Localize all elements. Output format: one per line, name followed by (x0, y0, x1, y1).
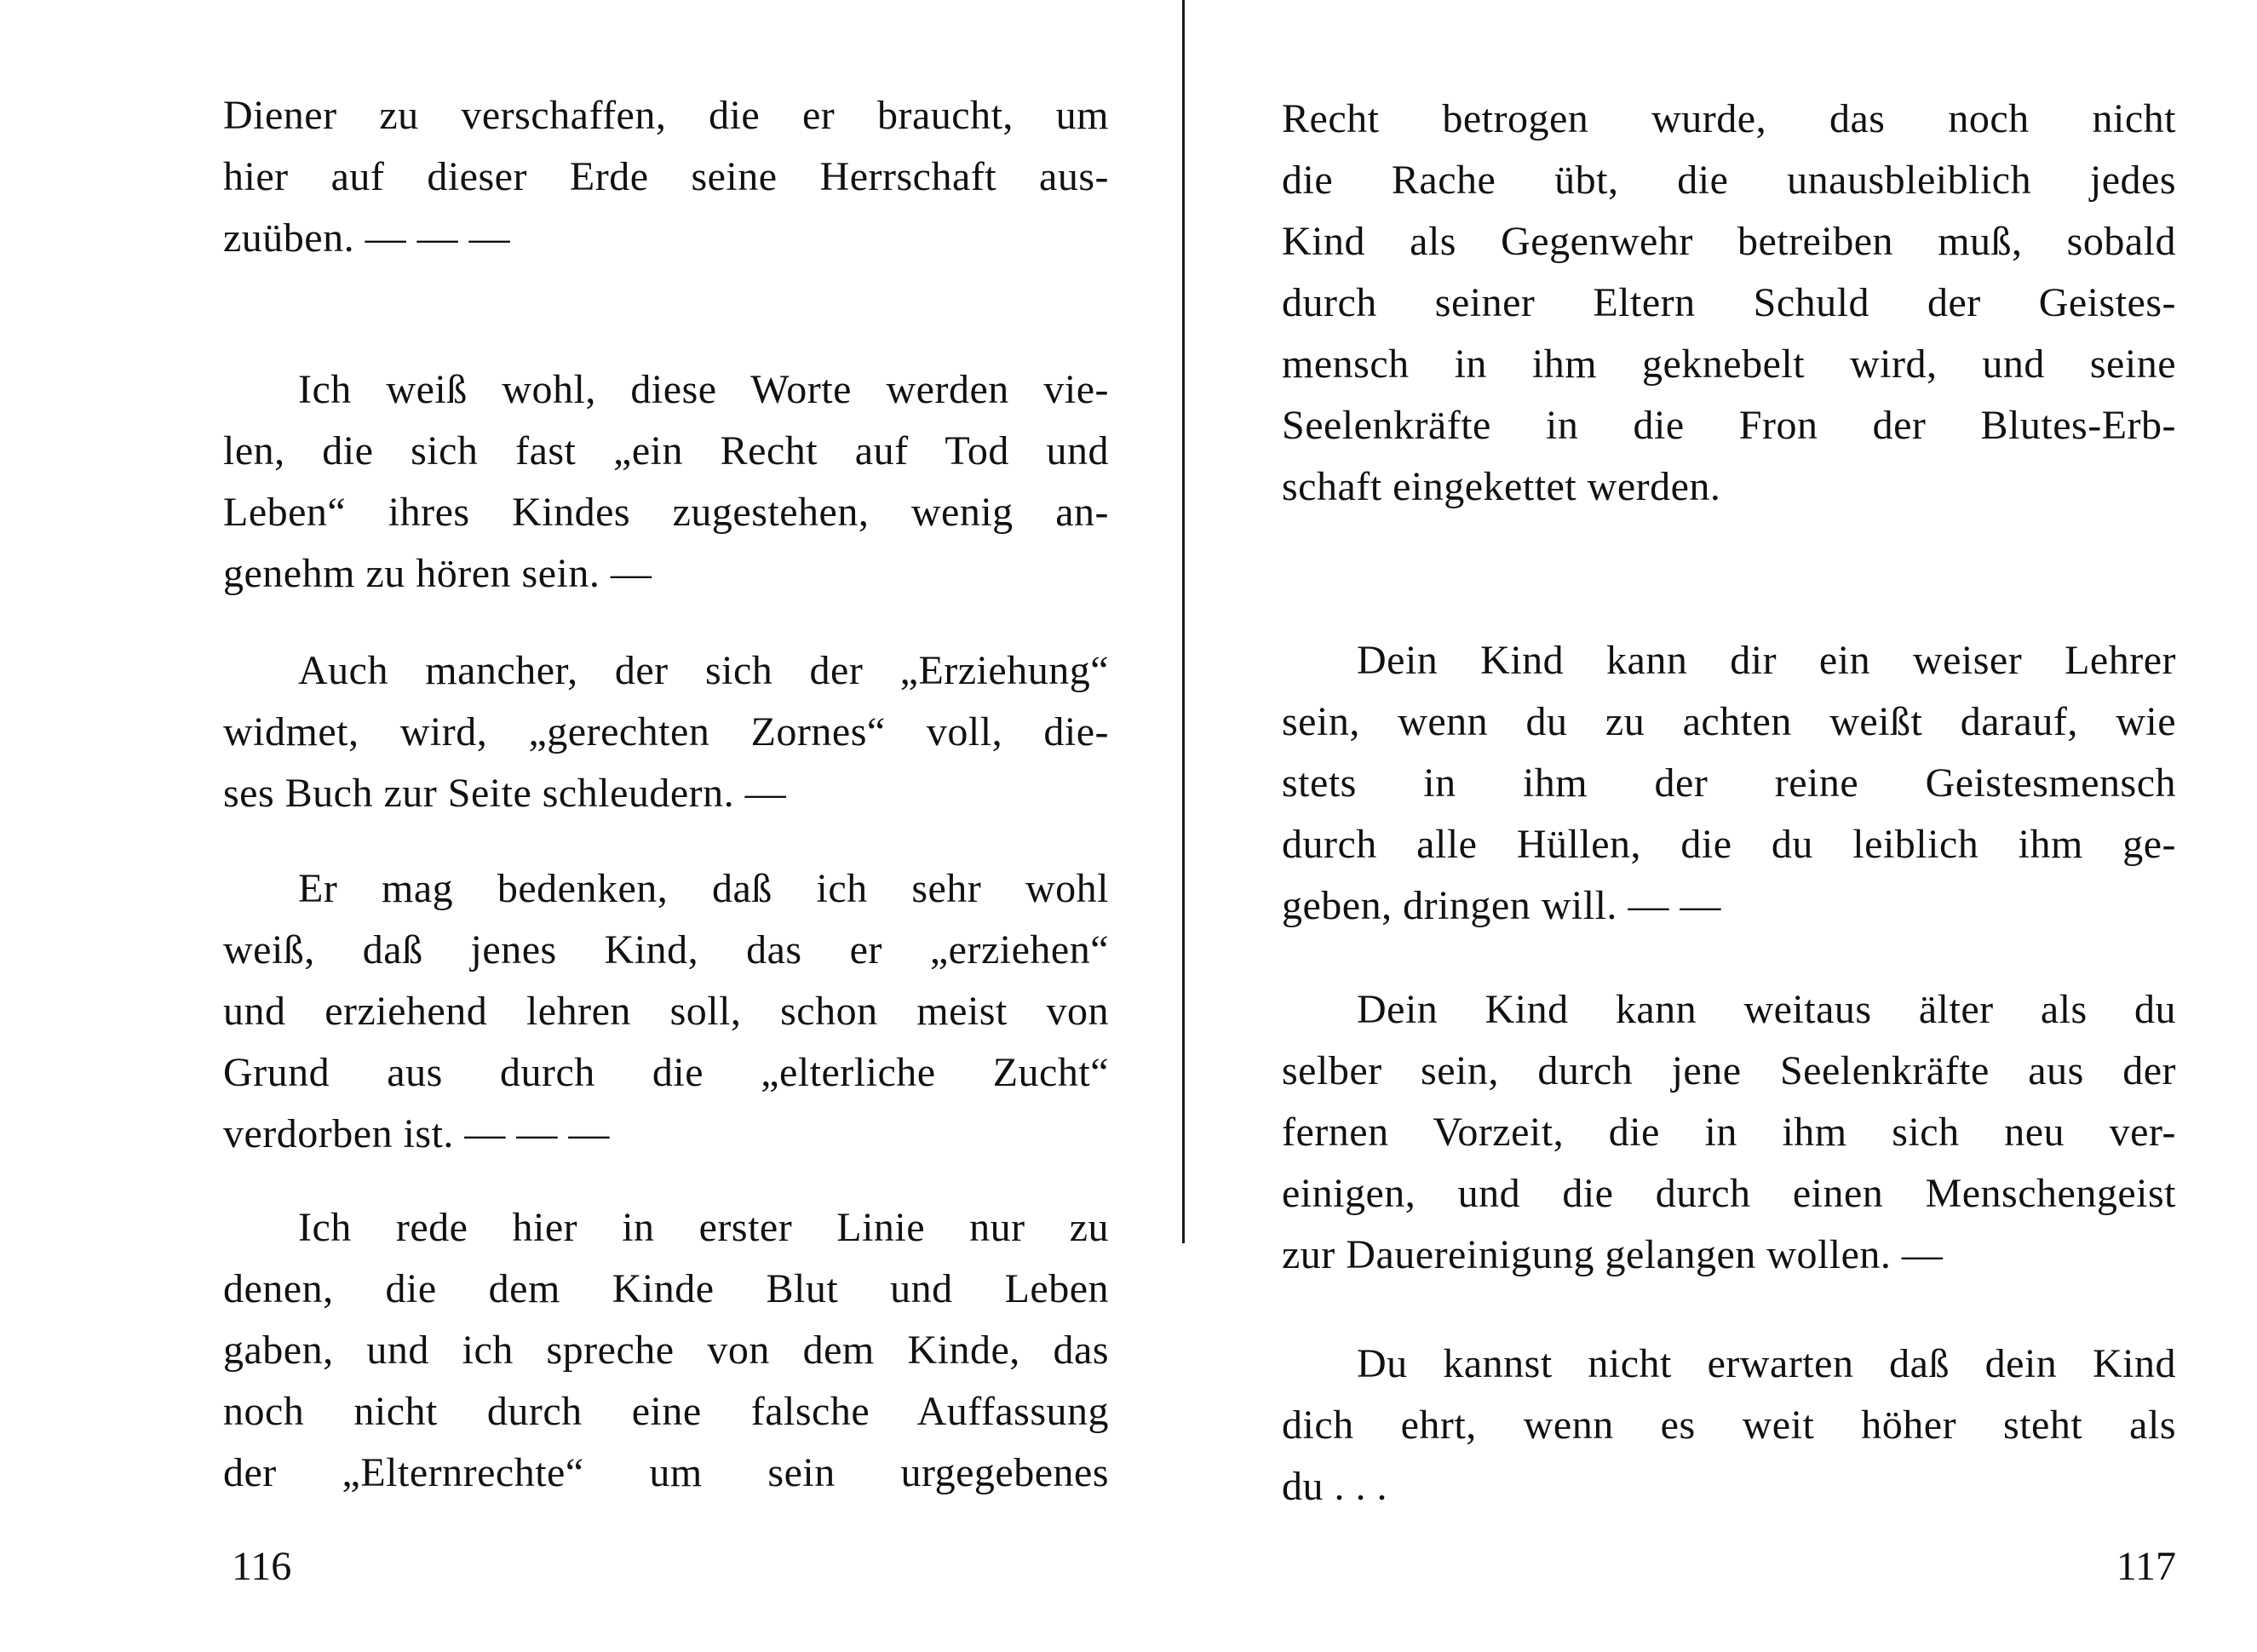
page-number-right: 117 (2116, 1544, 2176, 1589)
right-line-12: geben, dringen will. — — (1282, 883, 1721, 928)
right-line-1: Recht betrogen wurde, das noch nicht (1282, 96, 2176, 141)
page-number-left: 116 (232, 1544, 292, 1589)
left-line-9: widmet, wird, „gerechten Zornes“ voll, die- (223, 709, 1109, 754)
right-line-2: die Rache übt, die unausbleiblich jedes (1282, 158, 2176, 203)
right-line-5: mensch in ihm geknebelt wird, und seine (1282, 341, 2176, 387)
left-line-11: Er mag bedenken, daß ich sehr wohl (298, 866, 1109, 911)
left-line-1: Diener zu verschaffen, die er braucht, um (223, 93, 1109, 138)
left-line-8: Auch mancher, der sich der „Erziehung“ (298, 648, 1109, 693)
right-line-16: einigen, und die durch einen Menschengeist (1282, 1171, 2176, 1216)
left-line-5: len, die sich fast „ein Recht auf Tod und (223, 428, 1109, 473)
left-line-18: gaben, und ich spreche von dem Kinde, das (223, 1328, 1109, 1373)
left-line-17: denen, die dem Kinde Blut und Leben (223, 1266, 1109, 1311)
right-line-11: durch alle Hüllen, die du leiblich ihm ge- (1282, 822, 2176, 867)
right-line-7: schaft eingekettet werden. (1282, 464, 1721, 509)
left-line-15: verdorben ist. — — — (223, 1111, 610, 1156)
left-line-7: genehm zu hören sein. — (223, 551, 652, 596)
right-line-20: du . . . (1282, 1464, 1387, 1509)
right-line-18: Du kannst nicht erwarten daß dein Kind (1357, 1341, 2176, 1386)
right-line-9: sein, wenn du zu achten weißt darauf, wie (1282, 699, 2176, 744)
right-line-14: selber sein, durch jene Seelenkräfte aus der (1282, 1048, 2176, 1093)
right-line-19: dich ehrt, wenn es weit höher steht als (1282, 1402, 2176, 1448)
left-line-6: Leben“ ihres Kindes zugestehen, wenig an- (223, 490, 1109, 535)
right-line-13: Dein Kind kann weitaus älter als du (1357, 987, 2176, 1032)
left-line-12: weiß, daß jenes Kind, das er „erziehen“ (223, 927, 1109, 972)
left-line-2: hier auf dieser Erde seine Herrschaft aus- (223, 154, 1109, 199)
left-line-19: noch nicht durch eine falsche Auffassung (223, 1389, 1109, 1434)
right-line-15: fernen Vorzeit, die in ihm sich neu ver- (1282, 1110, 2176, 1155)
right-line-17: zur Dauereinigung gelangen wollen. — (1282, 1232, 1944, 1277)
left-line-14: Grund aus durch die „elterliche Zucht“ (223, 1050, 1109, 1095)
left-line-13: und erziehend lehren soll, schon meist von (223, 989, 1109, 1034)
gutter-line (1182, 0, 1185, 1243)
right-line-8: Dein Kind kann dir ein weiser Lehrer (1357, 638, 2176, 683)
left-line-20: der „Elternrechte“ um sein urgegebenes (223, 1450, 1109, 1495)
left-line-3: zuüben. — — — (223, 215, 511, 261)
right-line-3: Kind als Gegenwehr betreiben muß, sobald (1282, 219, 2176, 264)
right-line-4: durch seiner Eltern Schuld der Geistes- (1282, 280, 2176, 325)
left-line-4: Ich weiß wohl, diese Worte werden vie- (298, 367, 1109, 412)
right-line-10: stets in ihm der reine Geistesmensch (1282, 760, 2176, 806)
left-line-16: Ich rede hier in erster Linie nur zu (298, 1205, 1109, 1250)
right-line-6: Seelenkräfte in die Fron der Blutes-Erb- (1282, 403, 2176, 448)
left-line-10: ses Buch zur Seite schleudern. — (223, 771, 787, 816)
